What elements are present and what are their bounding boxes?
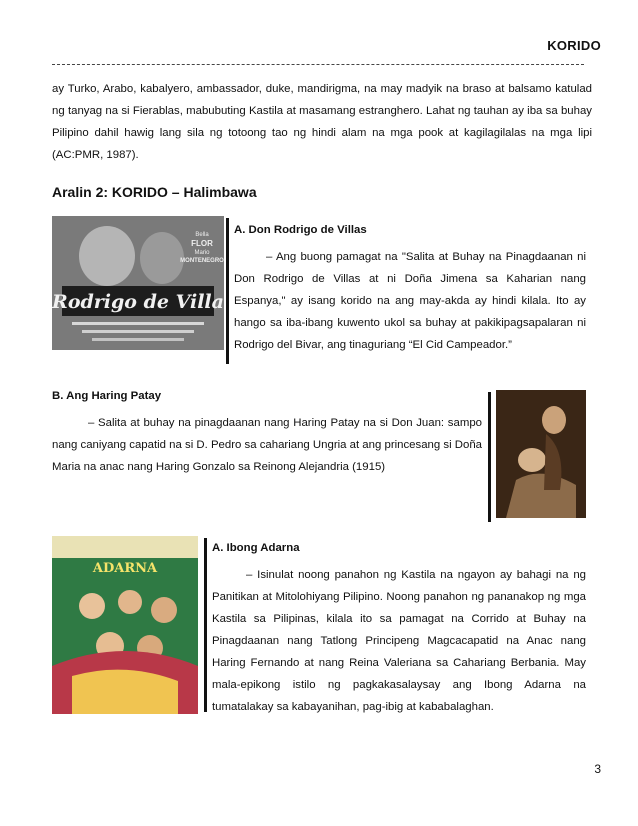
rodrigo-body: – Ang buong pamagat na "Salita at Buhay na Pinagdaanan ni Don Rodrigo de Villas at ni Doña Jimena sa Kaharian nang Espanya," ay isang korido na ang may-akda ay hindi kilala. Ito ay hango sa iba-ibang kuwento ukol sa buhay at pakikipagsapalaran ni Rodrigo del Bivar, ang tinaguriang “El Cid Campeador.” [234, 251, 586, 351]
haring-patay-section-bar [488, 392, 491, 522]
rodrigo-poster-credit-3: Mario [194, 250, 210, 256]
page-header-title: KORIDO [547, 38, 601, 53]
adarna-poster-art [52, 536, 198, 714]
rodrigo-section-bar [226, 218, 229, 364]
adarna-body: – Isinulat noong panahon ng Kastila na ngayon ay bahagi na ng Panitikan at Mitolohiyang Pilipino. Noong panahon ng pananakop ng mga Kastila sa Pilipinas, kilala ito sa pamagat na Corrido at Buhay na Pinagdaanan nang Tatlong Principeng Magcacapatid na Anac nang Haring Fernando at nang Reina Valeriana sa Cahariang Berbania. May mala-epikong istilo ng pagkakasalaysay ang Ibong Adarna na tumatalakay sa kabayanihan, pag-ibig at kababalaghan. [212, 569, 586, 713]
adarna-section-bar [204, 538, 207, 712]
page-number: 3 [594, 762, 601, 776]
adarna-poster-title: ADARNA [92, 561, 158, 576]
rodrigo-poster-title: Rodrigo de Villa [52, 291, 224, 313]
rodrigo-de-villa-poster-image [52, 216, 224, 350]
header-divider [52, 64, 584, 65]
rodrigo-heading: A. Don Rodrigo de Villas [234, 224, 367, 236]
haring-patay-heading: B. Ang Haring Patay [52, 390, 162, 402]
haring-patay-painting-image [496, 390, 586, 518]
rodrigo-poster-art [52, 216, 224, 350]
intro-paragraph: ay Turko, Arabo, kabalyero, ambassador, duke, mandirigma, na may madyik na braso at balsamo katulad ng tanyag na si Fierablas, mabubuting Kastila at masamang estranghero. Lahat ng tauhan ay iba sa buhay Pilipino dahil hawig lang sila ng totoong tao ng hindi alam na mga pook at kagilagilalas na mga lipi (AC:PMR, 1987). [52, 83, 592, 161]
lesson-title: Aralin 2: KORIDO – Halimbawa [52, 184, 257, 200]
rodrigo-poster-credit-1: Bella [195, 232, 209, 238]
rodrigo-poster-credit-4: MONTENEGRO [180, 258, 224, 264]
adarna-heading: A. Ibong Adarna [212, 542, 300, 554]
rodrigo-poster-credit-2: FLOR [191, 239, 213, 248]
ibong-adarna-poster-image [52, 536, 198, 714]
haring-painting-art [496, 390, 586, 518]
haring-patay-body: – Salita at buhay na pinagdaanan nang Haring Patay na si Don Juan: sampo nang caniyang capatid na si D. Pedro sa cahariang Ungria at ang princesang si Doña Maria na anac nang Haring Gonzalo sa Reinong Alejandria (1915) [52, 417, 482, 473]
